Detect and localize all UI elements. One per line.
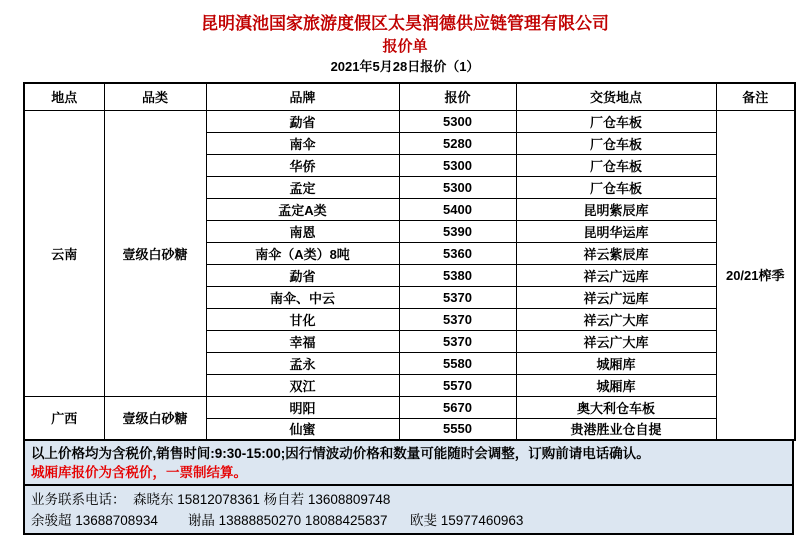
cell-delivery: 城厢库 [516, 374, 716, 396]
cell-brand: 南恩 [206, 220, 399, 242]
cell-brand: 华侨 [206, 154, 399, 176]
cell-delivery: 城厢库 [516, 352, 716, 374]
cell-price: 5280 [399, 132, 516, 154]
cell-price: 5400 [399, 198, 516, 220]
notes-panel [23, 439, 794, 486]
col-header-location: 地点 [24, 83, 104, 110]
cell-brand: 勐省 [206, 110, 399, 132]
cell-delivery: 厂仓车板 [516, 132, 716, 154]
cell-delivery: 厂仓车板 [516, 154, 716, 176]
col-header-delivery: 交货地点 [516, 83, 716, 110]
note-tax-price: 以上价格均为含税价,销售时间:9:30-15:00;因行情波动价格和数量可能随时会调整，订购前请电话确认。 [31, 446, 650, 461]
cell-brand: 幸福 [206, 330, 399, 352]
doc-title: 报价单 [382, 38, 428, 55]
table-row [24, 110, 795, 132]
cell-price: 5360 [399, 242, 516, 264]
cell-price: 5570 [399, 374, 516, 396]
col-header-category: 品类 [104, 83, 206, 110]
cell-brand: 孟永 [206, 352, 399, 374]
contacts-panel [23, 484, 794, 535]
cell-delivery: 祥云广大库 [516, 308, 716, 330]
contact-line-2: 余骏超 13688708934 谢晶 13888850270 18088425837 欧斐 15977460963 [31, 513, 524, 528]
cell-brand: 孟定A类 [206, 198, 399, 220]
cell-category: 壹级白砂糖 [104, 110, 206, 396]
quote-date: 2021年5月28日报价（1） [330, 59, 480, 74]
cell-category: 壹级白砂糖 [104, 396, 206, 440]
price-table-body [24, 110, 795, 440]
cell-price: 5550 [399, 418, 516, 440]
cell-location: 云南 [24, 110, 104, 396]
cell-delivery: 祥云广大库 [516, 330, 716, 352]
cell-brand: 南伞（A类）8吨 [206, 242, 399, 264]
cell-brand: 南伞 [206, 132, 399, 154]
cell-price: 5370 [399, 308, 516, 330]
cell-price: 5390 [399, 220, 516, 242]
cell-price: 5670 [399, 396, 516, 418]
cell-delivery: 祥云广远库 [516, 264, 716, 286]
cell-brand: 仙蜜 [206, 418, 399, 440]
cell-price: 5300 [399, 176, 516, 198]
cell-price: 5370 [399, 286, 516, 308]
col-header-remark: 备注 [716, 83, 795, 110]
note-chengxiang-warehouse: 城厢库报价为含税价，一票制结算。 [31, 465, 247, 480]
cell-price: 5580 [399, 352, 516, 374]
cell-location: 广西 [24, 396, 104, 440]
price-table-head [24, 83, 795, 110]
cell-brand: 孟定 [206, 176, 399, 198]
cell-brand: 双江 [206, 374, 399, 396]
cell-delivery: 祥云紫辰库 [516, 242, 716, 264]
cell-brand: 明阳 [206, 396, 399, 418]
cell-price: 5370 [399, 330, 516, 352]
cell-delivery: 昆明华运库 [516, 220, 716, 242]
cell-price: 5300 [399, 154, 516, 176]
cell-brand: 勐省 [206, 264, 399, 286]
table-row [24, 396, 795, 418]
cell-delivery: 祥云广远库 [516, 286, 716, 308]
cell-delivery: 厂仓车板 [516, 110, 716, 132]
cell-brand: 南伞、中云 [206, 286, 399, 308]
cell-delivery: 贵港胜业仓自提 [516, 418, 716, 440]
header-row [24, 83, 795, 110]
cell-price: 5300 [399, 110, 516, 132]
price-table [23, 82, 796, 441]
cell-brand: 甘化 [206, 308, 399, 330]
company-title: 昆明滇池国家旅游度假区太昊润德供应链管理有限公司 [201, 14, 609, 33]
contact-line-1: 业务联系电话： 森晓东 15812078361 杨自若 13608809748 [31, 492, 391, 507]
title-block [0, 12, 810, 77]
col-header-price: 报价 [399, 83, 516, 110]
cell-delivery: 奥大利仓车板 [516, 396, 716, 418]
col-header-brand: 品牌 [206, 83, 399, 110]
cell-delivery: 厂仓车板 [516, 176, 716, 198]
cell-price: 5380 [399, 264, 516, 286]
cell-remark: 20/21榨季 [716, 110, 795, 440]
cell-delivery: 昆明紫辰库 [516, 198, 716, 220]
